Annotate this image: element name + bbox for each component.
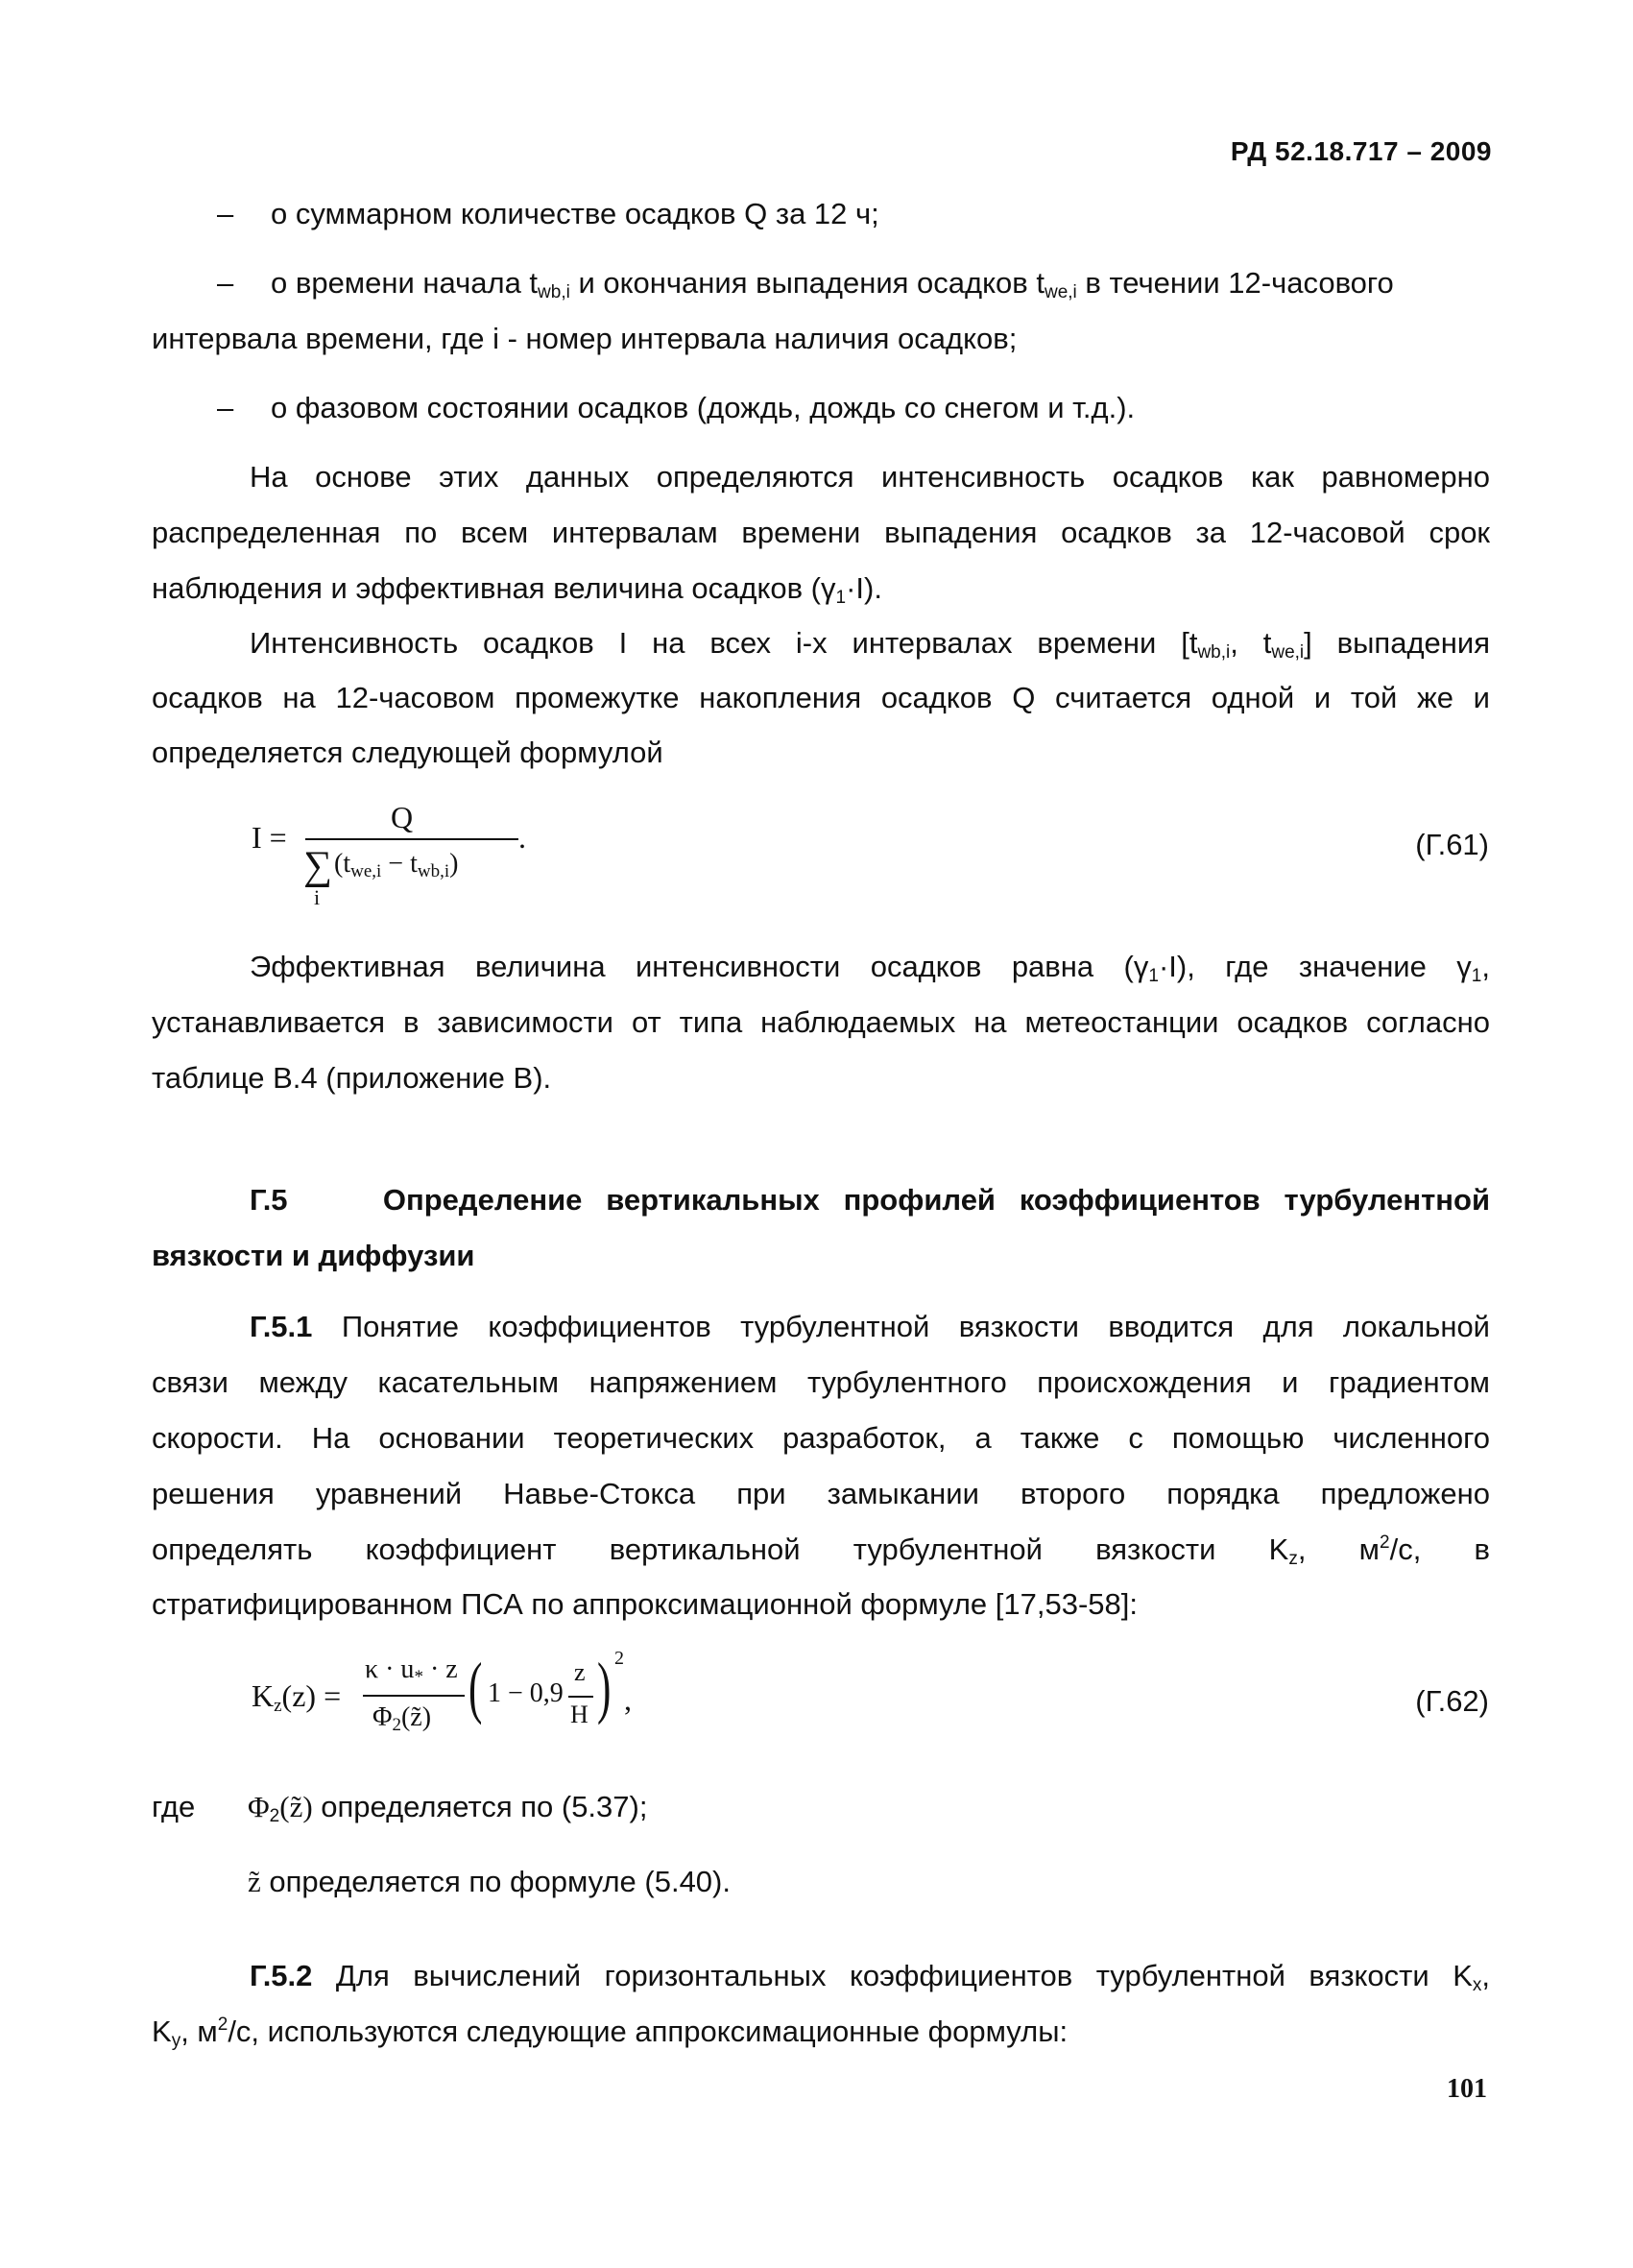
page-number: 101: [1447, 2074, 1487, 2104]
formula-exponent: 2: [614, 1648, 624, 1669]
paragraph-line: Интенсивность осадков I на всех i-х интервалах времени [$t_{wb,i}$, $t_{we,i}$] выпадения: [250, 626, 1490, 663]
bullet-dash: –: [217, 197, 234, 230]
formula-lhs: I =: [252, 820, 287, 855]
inner-fraction-bar: [568, 1696, 593, 1698]
paren-open: (: [468, 1649, 483, 1725]
equation-number: (Г.61): [1415, 828, 1489, 861]
paren-close: ): [597, 1649, 612, 1725]
formula-period: .: [518, 820, 526, 855]
bullet-dash: –: [217, 266, 234, 300]
bullet-phase-state: о фазовом состоянии осадков (дождь, дождь со снегом и т.д.).: [271, 391, 1136, 424]
paragraph-line: осадков на 12-часовом промежутке накопления осадков Q считается одной и той же и: [152, 681, 1490, 714]
paragraph-line: определяется следующей формулой: [152, 736, 663, 769]
paragraph-line: распределенная по всем интервалам времени выпадения осадков за 12-часовой срок: [152, 516, 1490, 549]
paragraph-line: $K_y$, $м^2/с$, используются следующие аппроксимационные формулы:: [152, 2015, 1069, 2051]
paragraph-line: скорости. На основании теоретических разработок, а также с помощью численного: [152, 1421, 1490, 1455]
paragraph-line: наблюдения и эффективная величина осадков $(\gamma_1\cdot I)$.: [152, 571, 882, 608]
paragraph-line: Г.5.1 Понятие коэффициентов турбулентной вязкости вводится для локальной: [250, 1310, 1490, 1343]
section-heading: Г.5 Определение вертикальных профилей коэффициентов турбулентной: [250, 1183, 1490, 1217]
paragraph-line: определять коэффициент вертикальной турбулентной вязкости $K_z$, $м^2/с$, в: [152, 1532, 1490, 1569]
where-definition: $\Phi_2(z̃)$ определяется по (5.37);: [248, 1790, 648, 1826]
fraction-bar: [363, 1695, 465, 1697]
formula-numerator: Q: [391, 800, 414, 834]
fraction-bar: [305, 838, 518, 840]
formula-numerator: $\kappa \cdot u_* \cdot z$: [365, 1654, 458, 1687]
paragraph-line: связи между касательным напряжением турбулентного происхождения и градиентом: [152, 1365, 1490, 1399]
where-definition: z̃ определяется по формуле (5.40).: [248, 1865, 731, 1898]
bullet-total-precipitation: о суммарном количестве осадков Q за 12 ч;: [271, 197, 879, 230]
paragraph-line: решения уравнений Навье-Стокса при замыкании второго порядка предложено: [152, 1477, 1490, 1510]
inner-frac-numerator: z: [574, 1658, 586, 1686]
document-code-header: РД 52.18.717 – 2009: [1230, 136, 1492, 166]
equation-number: (Г.62): [1415, 1684, 1489, 1718]
where-label: где: [152, 1790, 196, 1823]
section-heading-cont: вязкости и диффузии: [152, 1239, 475, 1272]
sum-index: i: [314, 885, 321, 909]
inner-frac-denominator: H: [570, 1701, 588, 1728]
bullet-precipitation-times-cont: интервала времени, где i - номер интервала наличия осадков;: [152, 322, 1018, 355]
formula-comma: ,: [624, 1682, 632, 1717]
paragraph-line: устанавливается в зависимости от типа наблюдаемых на метеостанции осадков согласно: [152, 1005, 1490, 1039]
paragraph-line: Г.5.2 Для вычислений горизонтальных коэффициентов турбулентной вязкости $K_x$,: [250, 1959, 1490, 1995]
formula-denominator: $\Phi_2(z̃)$: [372, 1702, 432, 1735]
formula-lhs: $K_z(z)$ =: [252, 1678, 342, 1716]
paragraph-line: Эффективная величина интенсивности осадков равна $(\gamma_1\cdot I)$, где значение $\gamma_1$,: [250, 950, 1490, 986]
bullet-dash: –: [217, 391, 234, 424]
paragraph-line: стратифицированном ПСА по аппроксимационной формуле [17,53-58]:: [152, 1587, 1138, 1621]
formula-denominator: $(t_{we,i} - t_{wb,i})$: [334, 849, 459, 881]
paragraph-line: таблице В.4 (приложение В).: [152, 1061, 552, 1095]
bullet-precipitation-times: о времени начала $t_{wb,i}$ и окончания выпадения осадков $t_{we,i}$ в течении 12-часового: [271, 266, 1394, 302]
sum-symbol: ∑: [303, 844, 332, 888]
paragraph-line: На основе этих данных определяются интенсивность осадков как равномерно: [250, 460, 1490, 494]
formula-inner: 1 − 0,9: [488, 1678, 564, 1708]
